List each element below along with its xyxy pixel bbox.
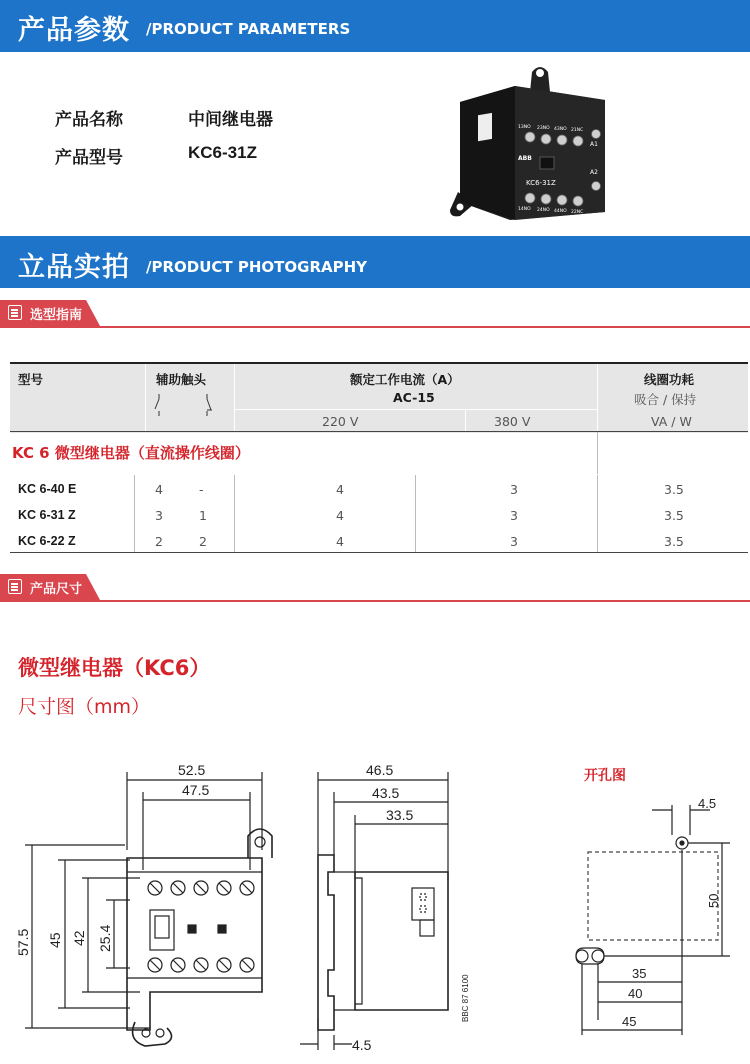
- row-power: 3.5: [664, 482, 684, 497]
- dim-side-width-mid: 43.5: [372, 785, 400, 801]
- th-rated-current: 额定工作电流（A）: [350, 372, 460, 387]
- section-tab-selection-guide: [0, 300, 750, 328]
- terminal-21nc: 21NC: [571, 128, 584, 133]
- brand-logo: ABB: [518, 155, 532, 162]
- row-no: 3: [155, 508, 163, 523]
- dim-cutout-hole: 4.5: [698, 796, 717, 811]
- coil-a2: A2: [590, 169, 598, 176]
- th-220v: 220 V: [322, 414, 359, 429]
- th-aux-contacts: 辅助触头: [156, 372, 207, 387]
- terminal-13no: 13NO: [518, 125, 531, 130]
- terminal-43no: 43NO: [554, 127, 567, 132]
- relay-photo: [440, 62, 610, 230]
- th-coil-sub: 吸合 / 保持: [634, 392, 697, 407]
- dim-front-height-inner: 42: [71, 930, 87, 946]
- row-nc: 1: [199, 508, 207, 523]
- row-a380: 3: [510, 534, 518, 549]
- drawing-code: BBC 87 6100: [461, 974, 470, 1022]
- dim-side-bottom: 4.5: [352, 1037, 372, 1053]
- param-model-value: KC6-31Z: [188, 143, 257, 162]
- document-icon: [8, 305, 22, 320]
- param-name-label: 产品名称: [55, 110, 123, 130]
- row-power: 3.5: [664, 534, 684, 549]
- terminal-22nc: 22NC: [571, 210, 584, 215]
- row-model: KC 6-31 Z: [18, 508, 76, 522]
- dim-front-height-outer: 57.5: [15, 928, 31, 956]
- th-coil-unit: VA / W: [651, 414, 692, 429]
- dim-side-width-inner: 33.5: [386, 807, 414, 823]
- dim-cutout-height: 50: [706, 893, 721, 908]
- dims-subtitle: 尺寸图（mm）: [18, 696, 151, 718]
- side-view-drawing: [300, 760, 480, 1055]
- param-model-label: 产品型号: [55, 148, 123, 168]
- row-nc: 2: [199, 534, 207, 549]
- dim-cutout-40: 40: [628, 986, 643, 1001]
- banner-product-parameters: [0, 0, 750, 52]
- row-no: 2: [155, 534, 163, 549]
- group-title: KC 6 微型继电器（直流操作线圈）: [12, 444, 250, 462]
- relay-model-print: KC6-31Z: [526, 179, 556, 187]
- banner2-title-en: /PRODUCT PHOTOGRAPHY: [146, 258, 368, 276]
- th-coil-power: 线圈功耗: [644, 372, 695, 387]
- banner-title-en: /PRODUCT PARAMETERS: [146, 20, 351, 38]
- row-model: KC 6-22 Z: [18, 534, 76, 548]
- dim-cutout-35: 35: [632, 966, 647, 981]
- row-a220: 4: [336, 482, 344, 497]
- dim-front-height-small: 25.4: [97, 924, 113, 952]
- row-no: 4: [155, 482, 163, 497]
- cutout-drawing: [560, 760, 745, 1055]
- row-a220: 4: [336, 534, 344, 549]
- th-ac15: AC-15: [393, 390, 435, 405]
- dim-front-width-outer: 52.5: [178, 762, 206, 778]
- th-model: 型号: [18, 372, 44, 387]
- row-model: KC 6-40 E: [18, 482, 77, 496]
- no-contact-symbol: [152, 394, 166, 416]
- row-nc: -: [199, 482, 204, 497]
- param-name-value: 中间继电器: [188, 110, 273, 130]
- row-a380: 3: [510, 482, 518, 497]
- terminal-23no: 23NO: [537, 126, 550, 131]
- terminal-14no: 14NO: [518, 207, 531, 212]
- banner2-title-cn: 立品实拍: [18, 252, 130, 283]
- dim-front-width-inner: 47.5: [182, 782, 210, 798]
- terminal-44no: 44NO: [554, 209, 567, 214]
- dim-cutout-45: 45: [622, 1014, 637, 1029]
- row-power: 3.5: [664, 508, 684, 523]
- terminal-24no: 24NO: [537, 208, 550, 213]
- tab-label-dimensions: 产品尺寸: [30, 582, 83, 597]
- dims-title: 微型继电器（KC6）: [18, 656, 211, 680]
- row-a380: 3: [510, 508, 518, 523]
- tab-label-selection-guide: 选型指南: [30, 308, 83, 323]
- banner-product-photography: [0, 236, 750, 288]
- front-view-drawing: [10, 760, 280, 1055]
- dim-front-height-mid: 45: [47, 932, 63, 948]
- banner-title-cn: 产品参数: [18, 15, 130, 46]
- th-380v: 380 V: [494, 414, 531, 429]
- cutout-title: 开孔图: [584, 768, 626, 784]
- terminal-screws: [148, 881, 254, 972]
- section-tab-dimensions: [0, 574, 750, 602]
- document-icon: [8, 579, 22, 594]
- row-a220: 4: [336, 508, 344, 523]
- nc-contact-symbol: [200, 394, 214, 416]
- dim-side-width-outer: 46.5: [366, 762, 394, 778]
- selection-table: [10, 362, 748, 554]
- coil-a1: A1: [590, 141, 598, 148]
